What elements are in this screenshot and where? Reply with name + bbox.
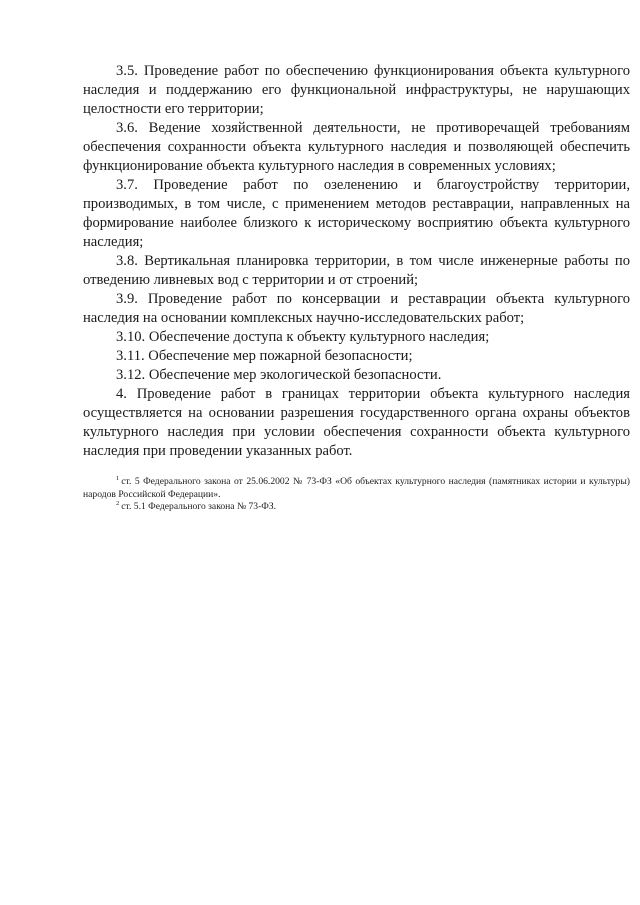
footnote xyxy=(83,476,630,501)
paragraph-3-5: 3.5. Проведение работ по обеспечению функционирования объекта культурного наследия и поддержанию его функциональной инфраструктуры, не нарушающих целостности его территории; xyxy=(83,63,630,117)
paragraph-4: 4. Проведение работ в границах территории объекта культурного наследия осуществляется на основании разрешения государственного органа охраны объектов культурного наследия при условии обеспечения сохранности объекта культурного наследия при проведении указанных работ. xyxy=(83,386,630,459)
paragraph-3-12: 3.12. Обеспечение мер экологической безопасности. xyxy=(116,367,442,383)
footnotes xyxy=(83,476,630,514)
paragraph-3-11: 3.11. Обеспечение мер пожарной безопасности; xyxy=(116,348,413,364)
paragraph-3-8: 3.8. Вертикальная планировка территории, в том числе инженерные работы по отведению ливневых вод с территории и от строений; xyxy=(83,253,630,288)
footnote-text: ст. 5 Федерального закона от 25.06.2002 № 73-ФЗ «Об объектах культурного наследия (памятниках истории и культуры) народов Российской Федерации». xyxy=(83,476,630,500)
paragraph-3-7: 3.7. Проведение работ по озеленению и благоустройству территории, производимых, в том числе, с применением методов реставрации, направленных на формирование наиболее близкого к историческому восприятию объекта культурного наследия; xyxy=(83,177,630,250)
footnote xyxy=(83,501,630,514)
footnote-mark: 1 xyxy=(116,475,120,482)
paragraph-3-10: 3.10. Обеспечение доступа к объекту культурного наследия; xyxy=(116,329,490,345)
document-page xyxy=(83,62,630,514)
paragraph-3-6: 3.6. Ведение хозяйственной деятельности, не противоречащей требованиям обеспечения сохранности объекта культурного наследия и позволяющей обеспечить функционирование объекта культурного наследия в современных условиях; xyxy=(83,120,630,174)
footnote-text: ст. 5.1 Федерального закона № 73-ФЗ. xyxy=(121,501,277,512)
footnote-mark: 2 xyxy=(116,500,120,507)
document-body xyxy=(83,62,630,461)
paragraph-3-9: 3.9. Проведение работ по консервации и реставрации объекта культурного наследия на основании комплексных научно-исследовательских работ; xyxy=(83,291,630,326)
